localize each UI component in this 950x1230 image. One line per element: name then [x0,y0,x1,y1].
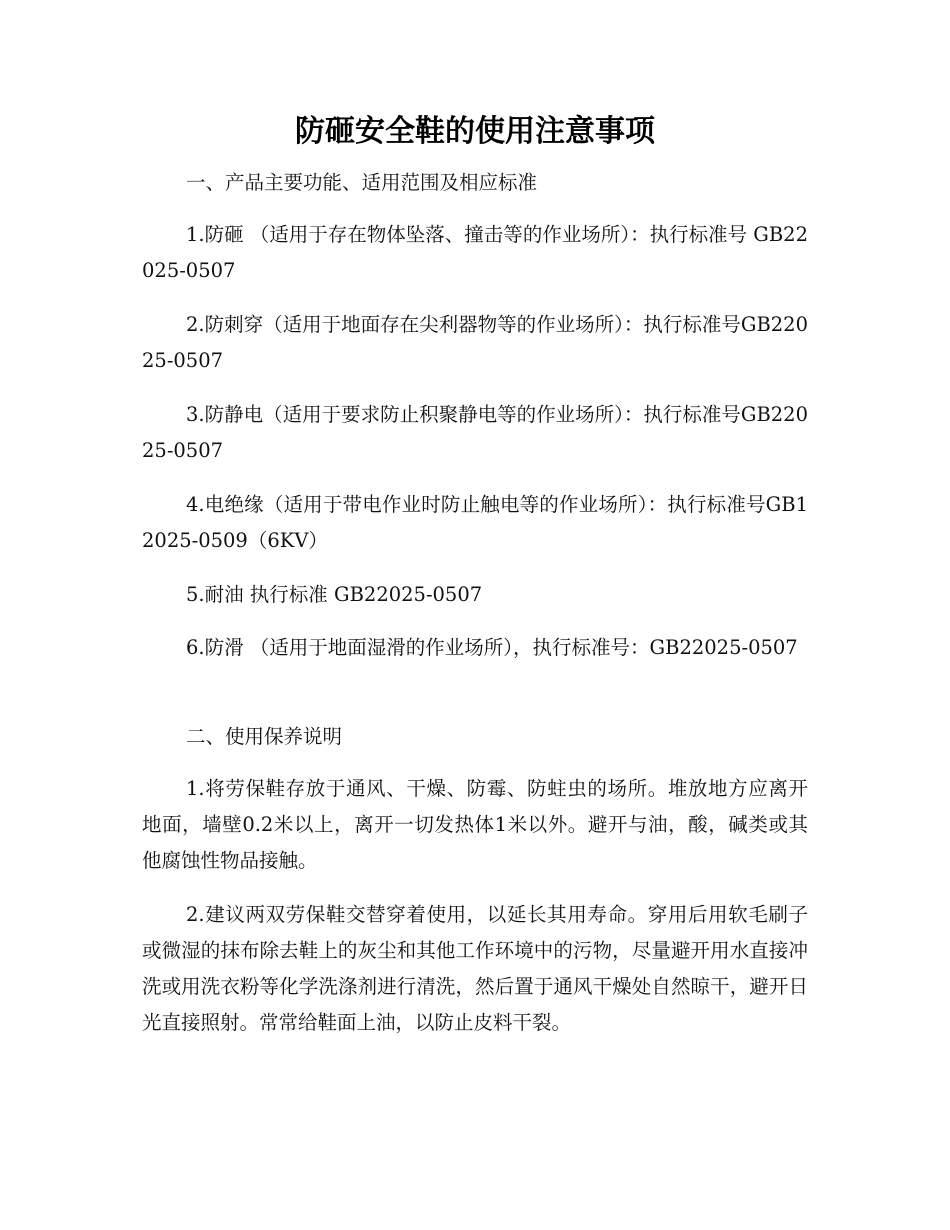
care-paragraph-storage: 1.将劳保鞋存放于通风、干燥、防霉、防蛀虫的场所。堆放地方应离开地面，墙壁0.2米以上，离开一切发热体1米以外。避开与油，酸，碱类或其他腐蚀性物品接触。 [142,777,808,872]
document-title: 防砸安全鞋的使用注意事项 [295,114,655,149]
item-anti-puncture: 2.防刺穿（适用于地面存在尖利器物等的作业场所）：执行标准号GB22025-0507 [142,313,808,372]
item-anti-smash: 1.防砸 （适用于存在物体坠落、撞击等的作业场所）：执行标准号 GB22025-0507 [142,223,808,282]
section-2-heading: 二、使用保养说明 [186,725,343,748]
item-anti-slip: 6.防滑 （适用于地面湿滑的作业场所），执行标准号：GB22025-0507 [186,636,798,659]
care-paragraph-cleaning: 2.建议两双劳保鞋交替穿着使用，以延长其用寿命。穿用后用软毛刷子或微湿的抹布除去鞋上的灰尘和其他工作环境中的污物，尽量避开用水直接冲洗或用洗衣粉等化学洗涤剂进行清洗，然后置于通风干燥处自然晾干，避开日光直接照射。常常给鞋面上油，以防止皮料干裂。 [142,903,808,1034]
item-electrical-insulation: 4.电绝缘（适用于带电作业时防止触电等的作业场所）：执行标准号GB12025-0509（6KV） [142,493,808,552]
section-1-heading: 一、产品主要功能、适用范围及相应标准 [186,171,538,194]
item-anti-static: 3.防静电（适用于要求防止积聚静电等的作业场所）：执行标准号GB22025-0507 [142,403,808,462]
item-oil-resistant: 5.耐油 执行标准 GB22025-0507 [186,583,483,606]
